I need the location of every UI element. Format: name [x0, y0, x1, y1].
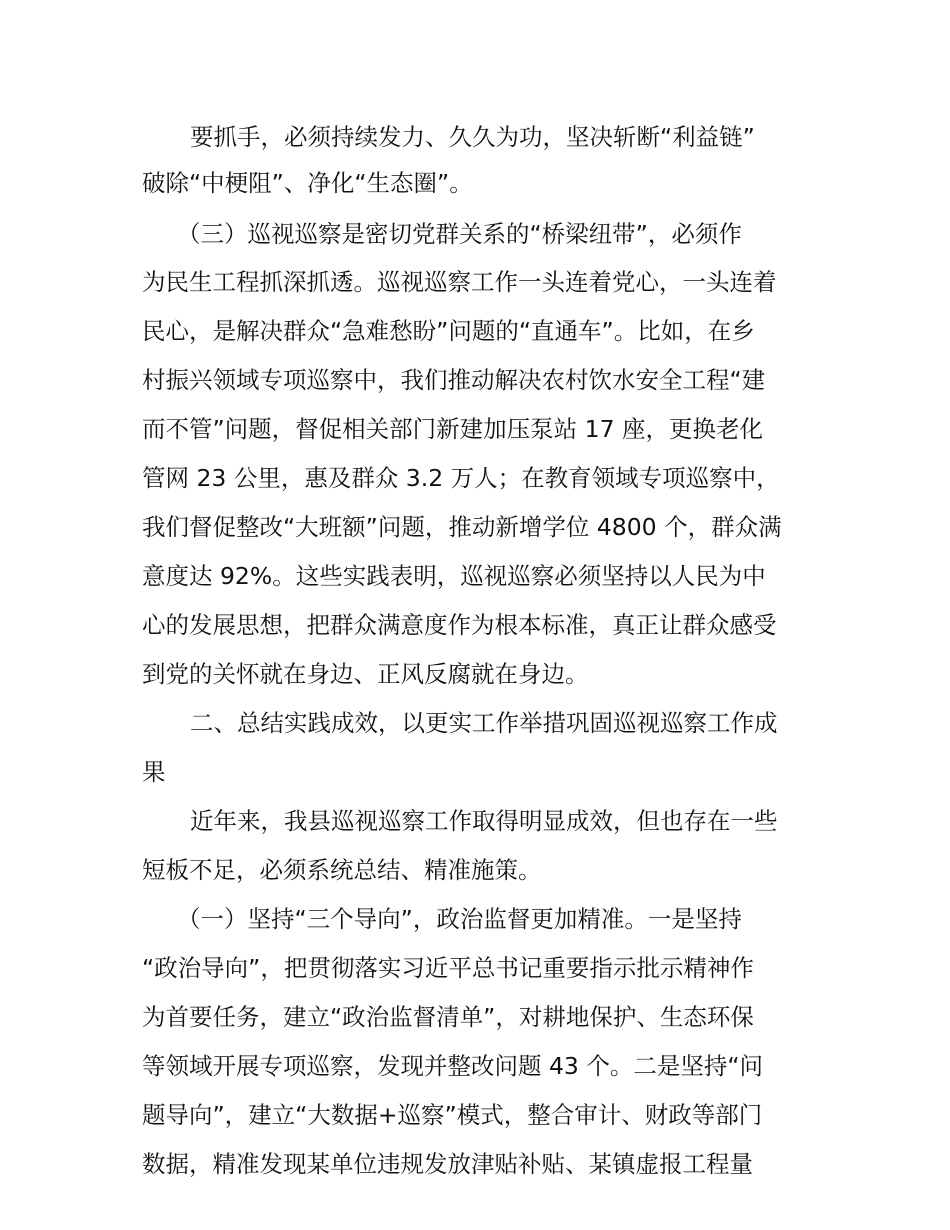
text-line: 我们督促整改“大班额”问题，推动新增学位 4800 个，群众满 [142, 513, 782, 541]
text-line: 题导向”，建立“大数据+巡察”模式，整合审计、财政等部门 [142, 1101, 763, 1129]
text-line: “政治导向”，把贯彻落实习近平总书记重要指示批示精神作 [142, 954, 754, 982]
text-line: 村振兴领域专项巡察中，我们推动解决农村饮水安全工程“建 [142, 366, 766, 394]
text-line: 短板不足，必须系统总结、精准施策。 [142, 856, 542, 884]
text-line: 而不管”问题，督促相关部门新建加压泵站 17 座，更换老化 [142, 415, 764, 443]
text-line: 等领域开展专项巡察，发现并整改问题 43 个。二是坚持“问 [142, 1052, 764, 1080]
text-line: 要抓手，必须持续发力、久久为功，坚决斩断“利益链” [190, 123, 755, 151]
text-line: 心的发展思想，把群众满意度作为根本标准，真正让群众感受 [142, 611, 777, 639]
text-line: 数据，精准发现某单位违规发放津贴补贴、某镇虚报工程量 [142, 1150, 753, 1178]
text-line: 近年来，我县巡视巡察工作取得明显成效，但也存在一些 [190, 807, 778, 835]
text-line: 管网 23 公里，惠及群众 3.2 万人；在教育领域专项巡察中， [142, 464, 780, 492]
text-line: 为首要任务，建立“政治监督清单”，对耕地保护、生态环保 [142, 1003, 754, 1031]
text-line: （一）坚持“三个导向”，政治监督更加精准。一是坚持 [177, 905, 742, 933]
text-line: 破除“中梗阻”、净化“生态圈”。 [142, 169, 473, 197]
section-heading: 二、总结实践成效，以更实工作举措巩固巡视巡察工作成 [190, 709, 778, 737]
text-line: 为民生工程抓深抓透。巡视巡察工作一头连着党心，一头连着 [142, 268, 777, 296]
text-line: （三）巡视巡察是密切党群关系的“桥梁纽带”，必须作 [177, 220, 742, 248]
text-line: 民心，是解决群众“急难愁盼”问题的“直通车”。比如，在乡 [142, 317, 755, 345]
text-line: 意度达 92%。这些实践表明，巡视巡察必须坚持以人民为中 [142, 562, 766, 590]
text-line: 到党的关怀就在身边、正风反腐就在身边。 [142, 660, 589, 688]
section-heading-cont: 果 [142, 758, 166, 786]
